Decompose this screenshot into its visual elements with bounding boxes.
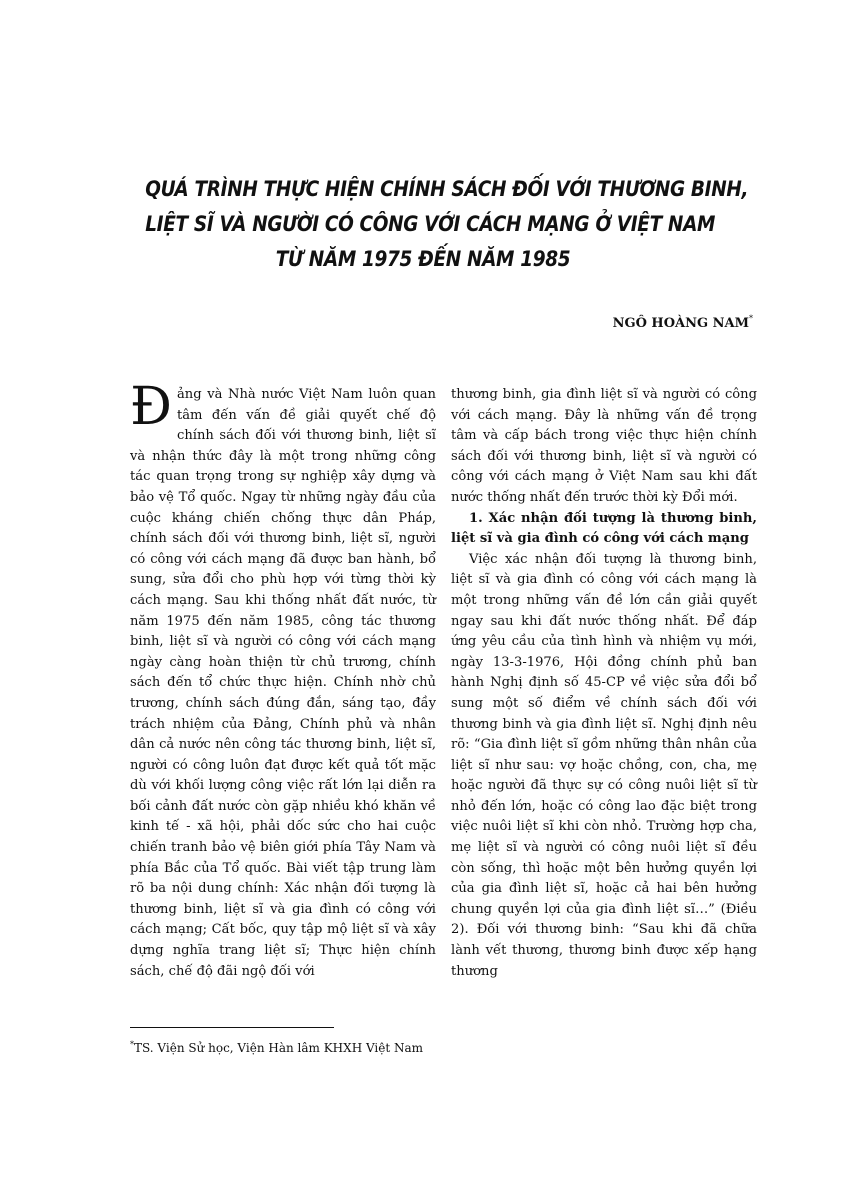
title-line-2: LIỆT SĨ VÀ NGƯỜI CÓ CÔNG VỚI CÁCH MẠNG Ở VIỆT NAM bbox=[145, 212, 716, 237]
intro-continuation: thương binh, gia đình liệt sĩ và người có công với cách mạng. Đây là những vấn đề trọng tâm và cấp bách trong việc thực hiện chính sách đối với thương binh, liệt sĩ và người có công với cách mạng ở Việt Nam sau khi đất nước thống nhất đến trước thời kỳ Đổi mới. bbox=[451, 387, 757, 505]
author-byline bbox=[613, 314, 753, 331]
left-column bbox=[130, 377, 436, 982]
footnote-text: TS. Viện Sử học, Viện Hàn lâm KHXH Việt Nam bbox=[134, 1041, 424, 1055]
article-title bbox=[145, 172, 749, 277]
intro-text: ảng và Nhà nước Việt Nam luôn quan tâm đến vấn đề giải quyết chế độ chính sách đối với thương binh, liệt sĩ và nhận thức đây là một trong những công tác quan trọng trong sự nghiệp xây dựng và bảo vệ Tổ quốc. Ngay từ những ngày đầu của cuộc kháng chiến chống thực dân Pháp, chính sách đối với thương binh, liệt sĩ, người có công với cách mạng đã được ban hành, bổ sung, sửa đổi cho phù hợp với từng thời kỳ cách mạng. Sau khi thống nhất đất nước, từ năm 1975 đến năm 1985, công tác thương binh, liệt sĩ và người có công với cách mạng ngày càng hoàn thiện từ chủ trương, chính sách đến tổ chức thực hiện. Chính nhờ chủ trương, chính sách đúng đắn, sáng tạo, đầy trách nhiệm của Đảng, Chính phủ và nhân dân cả nước nên công tác thương binh, liệt sĩ, người có công luôn đạt được kết quả tốt mặc dù với khối lượng công việc rất lớn lại diễn ra bối cảnh đất nước còn gặp nhiều khó khăn về kinh tế - xã hội, phải dốc sức cho hai cuộc chiến tranh bảo vệ biên giới phía Tây Nam và phía Bắc của Tổ quốc. Bài viết tập trung làm rõ ba nội dung chính: Xác nhận đối tượng là thương binh, liệt sĩ và gia đình có công với cách mạng; Cất bốc, quy tập mộ liệt sĩ và xây dựng nghĩa trang liệt sĩ; Thực hiện chính sách, chế độ đãi ngộ đối với bbox=[130, 387, 436, 979]
section-paragraph: Việc xác nhận đối tượng là thương binh, liệt sĩ và gia đình có công với cách mạng là một trong những vấn đề lớn cần giải quyết ngay sau khi đất nước thống nhất. Để đáp ứng yêu cầu của tình hình và nhiệm vụ mới, ngày 13-3-1976, Hội đồng chính phủ ban hành Nghị định số 45-CP về việc sửa đổi bổ sung một số điểm về chính sách đối với thương binh và gia đình liệt sĩ. Nghị định nêu rõ: “Gia đình liệt sĩ gồm những thân nhân của liệt sĩ như sau: vợ hoặc chồng, con, cha, mẹ hoặc người đã thực sự có công nuôi liệt sĩ từ nhỏ đến lớn, hoặc có công lao đặc biệt trong việc nuôi liệt sĩ khi còn nhỏ. Trường hợp cha, mẹ liệt sĩ và người có công nuôi liệt sĩ đều còn sống, thì hoặc một bên hưởng quyền lợi của gia đình liệt sĩ, hoặc cả hai bên hưởng chung quyền lợi của gia đình liệt sĩ…” (Điều 2). Đối với thương binh: “Sau khi đã chữa lành vết thương, thương binh được xếp hạng thương bbox=[451, 551, 757, 979]
drop-cap: Đ bbox=[130, 377, 172, 437]
title-line-1: QUÁ TRÌNH THỰC HIỆN CHÍNH SÁCH ĐỐI VỚI THƯƠNG BINH, bbox=[145, 177, 749, 202]
intro-paragraph bbox=[130, 377, 436, 982]
section-heading: 1. Xác nhận đối tượng là thương binh, liệt sĩ và gia đình có công với cách mạng bbox=[451, 510, 757, 547]
footnote bbox=[130, 1040, 423, 1055]
right-column bbox=[451, 385, 757, 982]
footnote-divider bbox=[130, 1027, 334, 1028]
footnote-mark: * bbox=[130, 1040, 134, 1049]
author-footnote-mark: * bbox=[749, 314, 753, 323]
author-name: NGÔ HOÀNG NAM bbox=[612, 316, 749, 331]
title-line-3: TỪ NĂM 1975 ĐẾN NĂM 1985 bbox=[275, 247, 571, 272]
